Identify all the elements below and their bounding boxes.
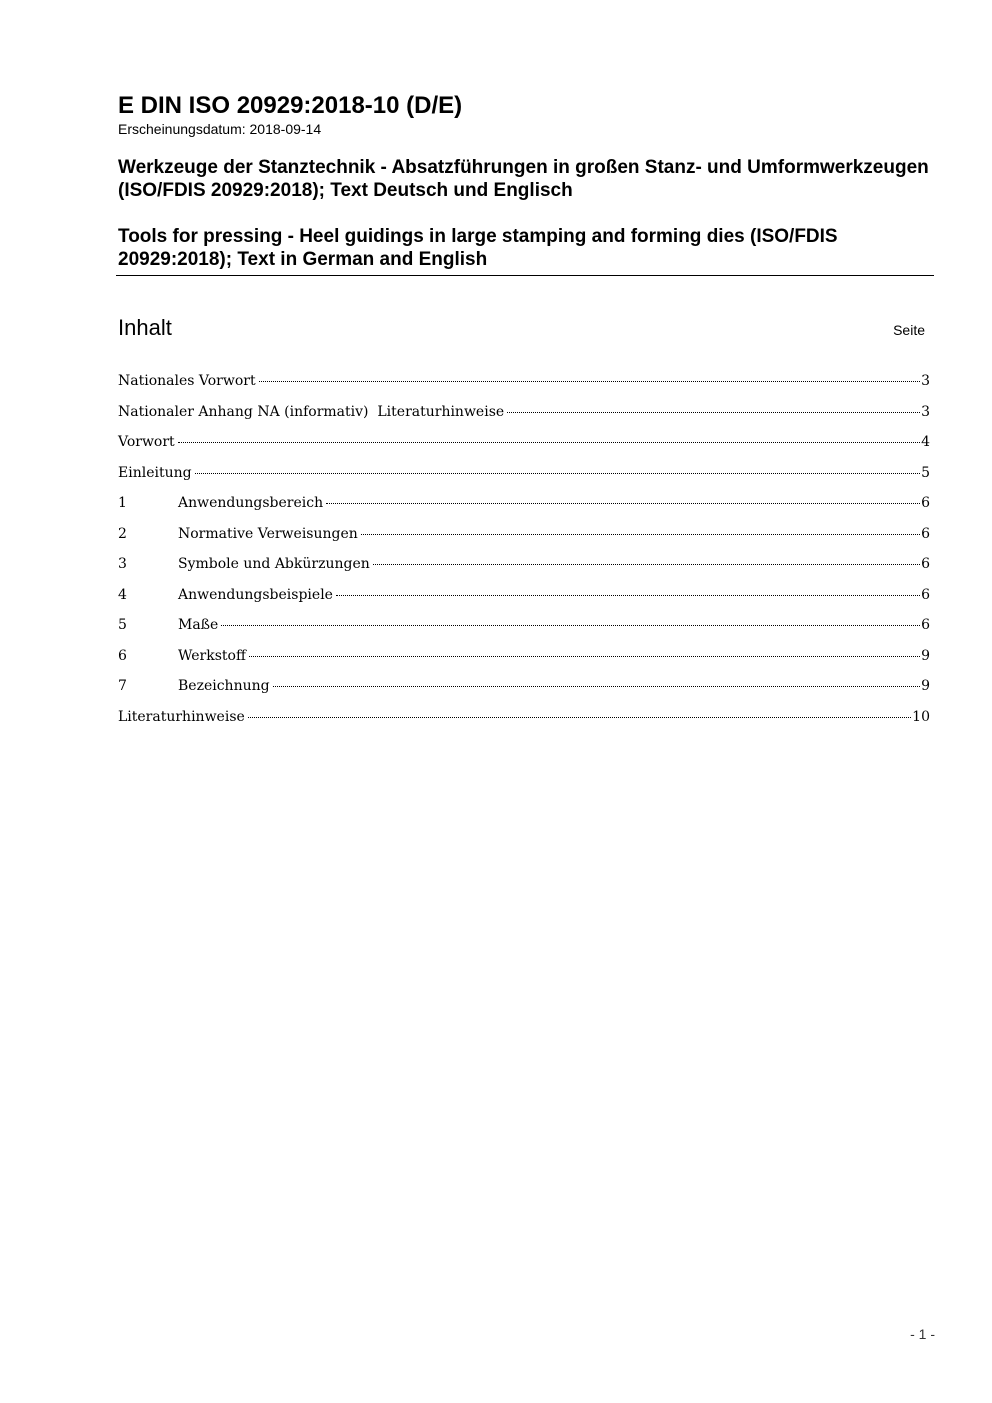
toc-entry[interactable] (118, 614, 930, 645)
page-number: - 1 - (910, 1326, 935, 1342)
toc-entry-title: Werkstoff (178, 647, 246, 664)
toc-entry-page: 5 (921, 464, 930, 481)
toc-dot-leader (326, 503, 920, 504)
toc-entry-number: 6 (118, 647, 127, 664)
toc-entry[interactable] (118, 523, 930, 554)
title-english: Tools for pressing - Heel guidings in large stamping and forming dies (ISO/FDIS 20929:2018); Text in German and English (118, 226, 838, 270)
toc-dot-leader (178, 442, 920, 443)
toc-entry-page: 9 (921, 647, 930, 664)
toc-entry-page: 9 (921, 678, 930, 694)
toc-dot-leader (273, 686, 920, 687)
toc-entry-page: 4 (921, 434, 930, 450)
toc-entry-title: Nationaler Anhang NA (informativ) Literaturhinweise (118, 403, 505, 420)
toc-dot-leader (373, 564, 920, 565)
toc-entry-page: 6 (921, 525, 930, 542)
toc-entry-number: 7 (118, 678, 127, 694)
toc-entry-number: 1 (118, 495, 127, 511)
toc-entry-number: 4 (118, 586, 127, 603)
document-code: E DIN ISO 20929:2018-10 (D/E) (118, 92, 463, 119)
toc-entry-page: 6 (921, 586, 930, 603)
toc-entry-title: Bezeichnung (178, 678, 270, 694)
toc-entry-title: Nationales Vorwort (118, 373, 256, 389)
toc-dot-leader (259, 381, 921, 382)
page-column-label: Seite (893, 322, 925, 338)
toc-dot-leader (361, 534, 920, 535)
toc-entry-page: 6 (921, 556, 930, 572)
toc-entry-title: Symbole und Abkürzungen (178, 556, 370, 572)
toc-entry[interactable] (118, 553, 930, 584)
document-header (118, 92, 933, 271)
toc-entry-page: 3 (921, 373, 930, 389)
table-of-contents (118, 370, 930, 736)
toc-entry[interactable] (118, 401, 930, 432)
toc-entry-page: 10 (912, 708, 930, 725)
toc-entry[interactable] (118, 370, 930, 401)
toc-entry[interactable] (118, 431, 930, 462)
toc-dot-leader (249, 656, 920, 657)
title-german: Werkzeuge der Stanztechnik - Absatzführungen in großen Stanz- und Umformwerkzeugen (ISO/FDIS 20929:2018); Text Deutsch und Englisch (118, 157, 929, 201)
header-divider (116, 275, 934, 276)
toc-entry-title: Anwendungsbereich (178, 495, 324, 511)
toc-dot-leader (507, 412, 920, 413)
toc-entry[interactable] (118, 492, 930, 523)
toc-entry-title: Einleitung (118, 464, 192, 481)
toc-entry[interactable] (118, 706, 930, 737)
toc-entry-page: 6 (921, 617, 930, 633)
toc-entry[interactable] (118, 462, 930, 493)
toc-dot-leader (195, 473, 921, 474)
toc-entry-title: Normative Verweisungen (178, 525, 358, 542)
toc-dot-leader (248, 717, 911, 718)
toc-entry-title: Vorwort (118, 434, 175, 450)
publication-date: Erscheinungsdatum: 2018-09-14 (118, 121, 322, 137)
toc-entry[interactable] (118, 675, 930, 706)
toc-entry-title: Literaturhinweise (118, 708, 245, 725)
toc-entry-page: 3 (921, 403, 930, 420)
toc-dot-leader (221, 625, 920, 626)
toc-entry-page: 6 (921, 495, 930, 511)
toc-entry-number: 5 (118, 617, 127, 633)
toc-entry-number: 2 (118, 525, 127, 542)
contents-heading: Inhalt (118, 315, 172, 340)
toc-dot-leader (336, 595, 920, 596)
toc-entry-title: Anwendungsbeispiele (178, 586, 333, 603)
toc-entry[interactable] (118, 645, 930, 676)
toc-entry-number: 3 (118, 556, 127, 572)
toc-entry-title: Maße (178, 617, 219, 633)
toc-entry[interactable] (118, 584, 930, 615)
